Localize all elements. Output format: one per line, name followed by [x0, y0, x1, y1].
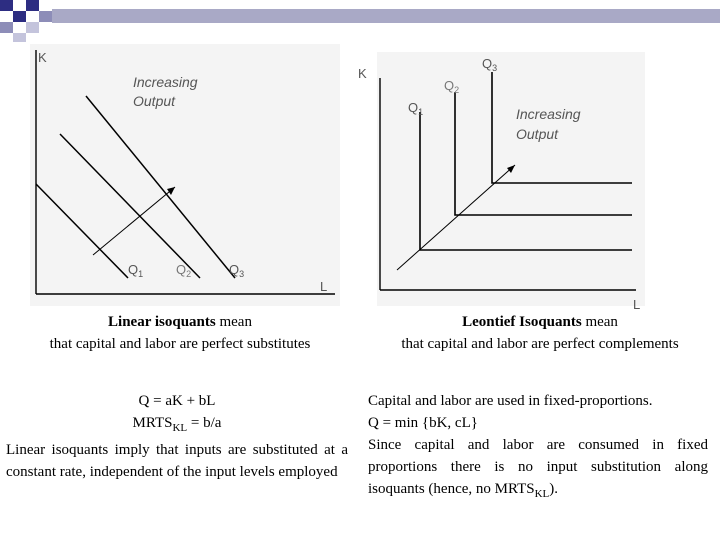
header-bar: [52, 9, 720, 23]
right-caption: [360, 311, 720, 355]
x-axis-label: L: [633, 297, 641, 312]
label-q2: $Q_2$: [176, 262, 192, 279]
left-explanation: [6, 390, 348, 483]
label-q3: $Q_3$: [229, 262, 245, 279]
right-caption-line2: that capital and labor are perfect complements: [401, 336, 679, 352]
left-caption: [0, 311, 360, 355]
figure-background: [377, 52, 645, 306]
left-caption-line1: [0, 311, 360, 333]
left-caption-rest: mean: [215, 314, 252, 330]
left-caption-line2: that capital and labor are perfect substitutes: [49, 336, 311, 352]
linear-paragraph: Linear isoquants imply that inputs are substituted at a constant rate, independent of the input levels employed: [6, 442, 348, 480]
y-axis-label: K: [358, 66, 367, 81]
label-q2: $Q_2$: [444, 78, 460, 95]
right-caption-rest: mean: [581, 314, 618, 330]
fixed-proportions-line: Capital and labor are used in fixed-proportions.: [368, 393, 653, 409]
label-q1: $Q_1$: [128, 262, 144, 279]
leontief-paragraph: Since capital and labor are consumed in fixed proportions there is no input substitution along isoquants (hence, no $MRTS_{KL}$).: [368, 437, 708, 500]
linear-isoquant-diagram: [30, 44, 340, 306]
annotation-output: Output: [133, 93, 176, 109]
right-caption-bold: Leontief Isoquants: [462, 314, 582, 330]
header-checker: [0, 0, 60, 42]
right-explanation: [368, 390, 708, 505]
right-caption-line1: [360, 311, 720, 333]
left-caption-bold: Linear isoquants: [108, 314, 216, 330]
linear-formula: Q = aK + bL: [138, 393, 216, 409]
x-axis-label: L: [320, 279, 328, 294]
annotation-increasing: Increasing: [516, 106, 581, 122]
mrts-formula: $MRTS_{KL} = b/a$: [132, 415, 222, 434]
leontief-formula: Q = min {bK, cL}: [368, 415, 478, 431]
annotation-output: Output: [516, 126, 559, 142]
label-q3: $Q_3$: [482, 56, 498, 73]
label-q1: $Q_1$: [408, 100, 424, 117]
leontief-isoquant-diagram: [352, 52, 658, 314]
y-axis-label: K: [38, 50, 47, 65]
annotation-increasing: Increasing: [133, 74, 198, 90]
